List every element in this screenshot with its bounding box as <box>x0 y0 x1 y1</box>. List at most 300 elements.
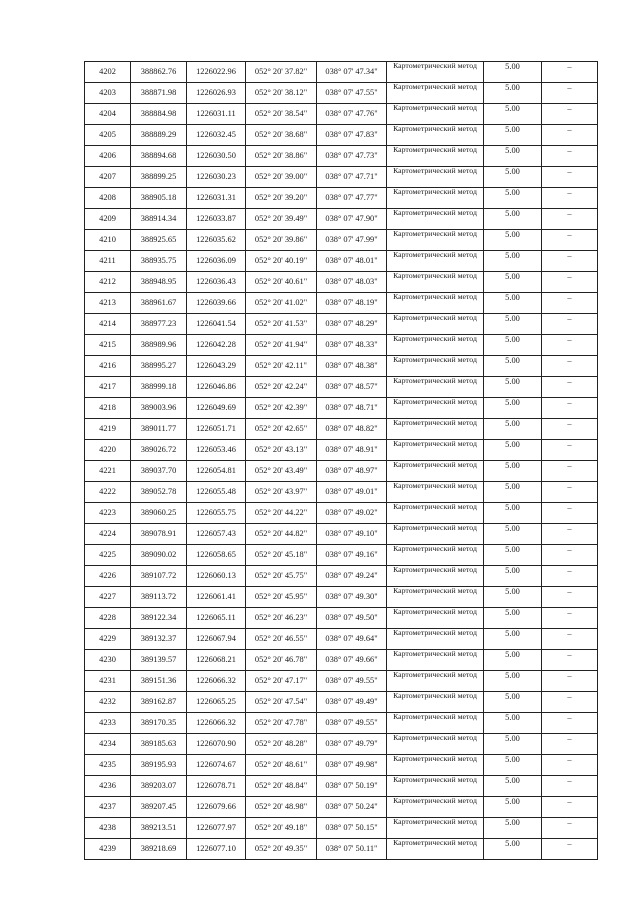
coord-y: 1226030.23 <box>187 167 246 188</box>
coord-y: 1226031.31 <box>187 188 246 209</box>
latitude: 052° 20' 49.18" <box>246 818 317 839</box>
longitude: 038° 07' 48.01" <box>317 251 387 272</box>
method: Картометрический метод <box>387 356 484 377</box>
latitude: 052° 20' 43.97" <box>246 482 317 503</box>
point-number: 4215 <box>85 335 131 356</box>
coord-x: 388995.27 <box>131 356 187 377</box>
table-row <box>85 230 598 251</box>
dash-cell: – <box>542 818 598 839</box>
point-number: 4211 <box>85 251 131 272</box>
accuracy: 5.00 <box>484 209 542 230</box>
dash-cell: – <box>542 797 598 818</box>
point-number: 4224 <box>85 524 131 545</box>
coord-x: 388914.34 <box>131 209 187 230</box>
method: Картометрический метод <box>387 83 484 104</box>
accuracy: 5.00 <box>484 692 542 713</box>
coord-y: 1226067.94 <box>187 629 246 650</box>
coord-x: 388884.98 <box>131 104 187 125</box>
method: Картометрический метод <box>387 251 484 272</box>
dash-cell: – <box>542 545 598 566</box>
point-number: 4203 <box>85 83 131 104</box>
coord-y: 1226031.11 <box>187 104 246 125</box>
point-number: 4216 <box>85 356 131 377</box>
coord-x: 389107.72 <box>131 566 187 587</box>
table-row <box>85 587 598 608</box>
dash-cell: – <box>542 272 598 293</box>
latitude: 052° 20' 38.86" <box>246 146 317 167</box>
dash-cell: – <box>542 650 598 671</box>
longitude: 038° 07' 49.79" <box>317 734 387 755</box>
latitude: 052° 20' 47.54" <box>246 692 317 713</box>
point-number: 4225 <box>85 545 131 566</box>
latitude: 052° 20' 45.95" <box>246 587 317 608</box>
method: Картометрический метод <box>387 104 484 125</box>
table-row <box>85 335 598 356</box>
longitude: 038° 07' 49.02" <box>317 503 387 524</box>
dash-cell: – <box>542 839 598 860</box>
dash-cell: – <box>542 104 598 125</box>
coord-y: 1226055.48 <box>187 482 246 503</box>
latitude: 052° 20' 39.20" <box>246 188 317 209</box>
point-number: 4239 <box>85 839 131 860</box>
point-number: 4223 <box>85 503 131 524</box>
coord-y: 1226058.65 <box>187 545 246 566</box>
point-number: 4233 <box>85 713 131 734</box>
table-row <box>85 209 598 230</box>
longitude: 038° 07' 48.97" <box>317 461 387 482</box>
coord-y: 1226066.32 <box>187 671 246 692</box>
dash-cell: – <box>542 62 598 83</box>
table-row <box>85 818 598 839</box>
table-row <box>85 314 598 335</box>
table-row <box>85 356 598 377</box>
table-row <box>85 83 598 104</box>
table-row <box>85 713 598 734</box>
method: Картометрический метод <box>387 230 484 251</box>
dash-cell: – <box>542 188 598 209</box>
dash-cell: – <box>542 776 598 797</box>
longitude: 038° 07' 50.11" <box>317 839 387 860</box>
latitude: 052° 20' 43.13" <box>246 440 317 461</box>
table-row <box>85 167 598 188</box>
table-row <box>85 482 598 503</box>
latitude: 052° 20' 48.84" <box>246 776 317 797</box>
coord-y: 1226066.32 <box>187 713 246 734</box>
table-row <box>85 608 598 629</box>
table-row <box>85 419 598 440</box>
method: Картометрический метод <box>387 293 484 314</box>
accuracy: 5.00 <box>484 734 542 755</box>
coord-y: 1226039.66 <box>187 293 246 314</box>
point-number: 4231 <box>85 671 131 692</box>
point-number: 4222 <box>85 482 131 503</box>
accuracy: 5.00 <box>484 482 542 503</box>
accuracy: 5.00 <box>484 818 542 839</box>
table-row <box>85 440 598 461</box>
method: Картометрический метод <box>387 755 484 776</box>
longitude: 038° 07' 49.66" <box>317 650 387 671</box>
table-row <box>85 461 598 482</box>
latitude: 052° 20' 47.78" <box>246 713 317 734</box>
method: Картометрический метод <box>387 566 484 587</box>
table-row <box>85 797 598 818</box>
table-row <box>85 188 598 209</box>
coord-y: 1226030.50 <box>187 146 246 167</box>
coord-x: 388961.67 <box>131 293 187 314</box>
coord-y: 1226054.81 <box>187 461 246 482</box>
latitude: 052° 20' 44.82" <box>246 524 317 545</box>
longitude: 038° 07' 48.82" <box>317 419 387 440</box>
latitude: 052° 20' 39.00" <box>246 167 317 188</box>
coord-x: 389218.69 <box>131 839 187 860</box>
coord-x: 389139.57 <box>131 650 187 671</box>
latitude: 052° 20' 38.12" <box>246 83 317 104</box>
method: Картометрический метод <box>387 335 484 356</box>
method: Картометрический метод <box>387 503 484 524</box>
coord-y: 1226049.69 <box>187 398 246 419</box>
accuracy: 5.00 <box>484 839 542 860</box>
coord-x: 388925.65 <box>131 230 187 251</box>
dash-cell: – <box>542 734 598 755</box>
accuracy: 5.00 <box>484 272 542 293</box>
table-row <box>85 839 598 860</box>
accuracy: 5.00 <box>484 377 542 398</box>
coord-x: 389132.37 <box>131 629 187 650</box>
coord-x: 389151.36 <box>131 671 187 692</box>
method: Картометрический метод <box>387 167 484 188</box>
latitude: 052° 20' 39.86" <box>246 230 317 251</box>
table-row <box>85 629 598 650</box>
table-row <box>85 251 598 272</box>
coord-x: 389207.45 <box>131 797 187 818</box>
latitude: 052° 20' 45.75" <box>246 566 317 587</box>
accuracy: 5.00 <box>484 713 542 734</box>
coord-x: 389213.51 <box>131 818 187 839</box>
method: Картометрический метод <box>387 650 484 671</box>
point-number: 4238 <box>85 818 131 839</box>
latitude: 052° 20' 38.68" <box>246 125 317 146</box>
coord-y: 1226036.43 <box>187 272 246 293</box>
table-row <box>85 524 598 545</box>
latitude: 052° 20' 48.28" <box>246 734 317 755</box>
dash-cell: – <box>542 146 598 167</box>
table-row <box>85 734 598 755</box>
dash-cell: – <box>542 692 598 713</box>
dash-cell: – <box>542 629 598 650</box>
coord-y: 1226060.13 <box>187 566 246 587</box>
longitude: 038° 07' 47.73" <box>317 146 387 167</box>
accuracy: 5.00 <box>484 398 542 419</box>
accuracy: 5.00 <box>484 251 542 272</box>
coord-x: 388935.75 <box>131 251 187 272</box>
coord-y: 1226079.66 <box>187 797 246 818</box>
method: Картометрический метод <box>387 440 484 461</box>
coord-y: 1226077.10 <box>187 839 246 860</box>
point-number: 4202 <box>85 62 131 83</box>
latitude: 052° 20' 44.22" <box>246 503 317 524</box>
accuracy: 5.00 <box>484 461 542 482</box>
latitude: 052° 20' 48.61" <box>246 755 317 776</box>
coord-x: 389003.96 <box>131 398 187 419</box>
latitude: 052° 20' 41.53" <box>246 314 317 335</box>
point-number: 4236 <box>85 776 131 797</box>
coord-x: 389078.91 <box>131 524 187 545</box>
dash-cell: – <box>542 83 598 104</box>
point-number: 4208 <box>85 188 131 209</box>
longitude: 038° 07' 49.01" <box>317 482 387 503</box>
latitude: 052° 20' 45.18" <box>246 545 317 566</box>
point-number: 4205 <box>85 125 131 146</box>
coord-x: 388862.76 <box>131 62 187 83</box>
latitude: 052° 20' 46.78" <box>246 650 317 671</box>
latitude: 052° 20' 42.39" <box>246 398 317 419</box>
longitude: 038° 07' 47.77" <box>317 188 387 209</box>
longitude: 038° 07' 49.98" <box>317 755 387 776</box>
longitude: 038° 07' 49.24" <box>317 566 387 587</box>
accuracy: 5.00 <box>484 104 542 125</box>
accuracy: 5.00 <box>484 167 542 188</box>
method: Картометрический метод <box>387 692 484 713</box>
latitude: 052° 20' 38.54" <box>246 104 317 125</box>
accuracy: 5.00 <box>484 146 542 167</box>
dash-cell: – <box>542 335 598 356</box>
table-row <box>85 671 598 692</box>
latitude: 052° 20' 41.94" <box>246 335 317 356</box>
latitude: 052° 20' 49.35" <box>246 839 317 860</box>
coord-y: 1226078.71 <box>187 776 246 797</box>
accuracy: 5.00 <box>484 755 542 776</box>
coord-y: 1226051.71 <box>187 419 246 440</box>
point-number: 4209 <box>85 209 131 230</box>
coord-x: 389011.77 <box>131 419 187 440</box>
point-number: 4226 <box>85 566 131 587</box>
method: Картометрический метод <box>387 608 484 629</box>
latitude: 052° 20' 41.02" <box>246 293 317 314</box>
method: Картометрический метод <box>387 797 484 818</box>
table-row <box>85 776 598 797</box>
accuracy: 5.00 <box>484 356 542 377</box>
accuracy: 5.00 <box>484 524 542 545</box>
point-number: 4213 <box>85 293 131 314</box>
longitude: 038° 07' 47.55" <box>317 83 387 104</box>
latitude: 052° 20' 46.23" <box>246 608 317 629</box>
longitude: 038° 07' 48.91" <box>317 440 387 461</box>
latitude: 052° 20' 42.24" <box>246 377 317 398</box>
longitude: 038° 07' 47.83" <box>317 125 387 146</box>
point-number: 4227 <box>85 587 131 608</box>
method: Картометрический метод <box>387 209 484 230</box>
longitude: 038° 07' 47.71" <box>317 167 387 188</box>
coordinates-sheet <box>84 61 597 860</box>
accuracy: 5.00 <box>484 650 542 671</box>
coord-y: 1226033.87 <box>187 209 246 230</box>
method: Картометрический метод <box>387 818 484 839</box>
method: Картометрический метод <box>387 587 484 608</box>
latitude: 052° 20' 48.98" <box>246 797 317 818</box>
dash-cell: – <box>542 251 598 272</box>
coord-y: 1226022.96 <box>187 62 246 83</box>
coord-y: 1226043.29 <box>187 356 246 377</box>
table-row <box>85 692 598 713</box>
dash-cell: – <box>542 671 598 692</box>
point-number: 4204 <box>85 104 131 125</box>
coord-y: 1226041.54 <box>187 314 246 335</box>
accuracy: 5.00 <box>484 293 542 314</box>
accuracy: 5.00 <box>484 419 542 440</box>
coord-x: 389090.02 <box>131 545 187 566</box>
coord-x: 389037.70 <box>131 461 187 482</box>
method: Картометрический метод <box>387 146 484 167</box>
coord-y: 1226065.25 <box>187 692 246 713</box>
longitude: 038° 07' 49.50" <box>317 608 387 629</box>
dash-cell: – <box>542 608 598 629</box>
coord-y: 1226035.62 <box>187 230 246 251</box>
accuracy: 5.00 <box>484 335 542 356</box>
method: Картометрический метод <box>387 629 484 650</box>
method: Картометрический метод <box>387 419 484 440</box>
dash-cell: – <box>542 461 598 482</box>
dash-cell: – <box>542 125 598 146</box>
coord-x: 388989.96 <box>131 335 187 356</box>
table-row <box>85 62 598 83</box>
coord-x: 388889.29 <box>131 125 187 146</box>
coord-x: 389170.35 <box>131 713 187 734</box>
coord-x: 389185.63 <box>131 734 187 755</box>
point-number: 4230 <box>85 650 131 671</box>
latitude: 052° 20' 46.55" <box>246 629 317 650</box>
point-number: 4232 <box>85 692 131 713</box>
accuracy: 5.00 <box>484 125 542 146</box>
dash-cell: – <box>542 482 598 503</box>
coord-y: 1226036.09 <box>187 251 246 272</box>
latitude: 052° 20' 39.49" <box>246 209 317 230</box>
dash-cell: – <box>542 293 598 314</box>
accuracy: 5.00 <box>484 503 542 524</box>
point-number: 4220 <box>85 440 131 461</box>
method: Картометрический метод <box>387 377 484 398</box>
coord-y: 1226026.93 <box>187 83 246 104</box>
coord-y: 1226053.46 <box>187 440 246 461</box>
point-number: 4217 <box>85 377 131 398</box>
dash-cell: – <box>542 503 598 524</box>
point-number: 4221 <box>85 461 131 482</box>
method: Картометрический метод <box>387 671 484 692</box>
dash-cell: – <box>542 167 598 188</box>
longitude: 038° 07' 47.76" <box>317 104 387 125</box>
coord-x: 388999.18 <box>131 377 187 398</box>
dash-cell: – <box>542 377 598 398</box>
longitude: 038° 07' 47.99" <box>317 230 387 251</box>
longitude: 038° 07' 48.29" <box>317 314 387 335</box>
longitude: 038° 07' 49.49" <box>317 692 387 713</box>
longitude: 038° 07' 48.57" <box>317 377 387 398</box>
accuracy: 5.00 <box>484 62 542 83</box>
coord-x: 389060.25 <box>131 503 187 524</box>
method: Картометрический метод <box>387 314 484 335</box>
point-number: 4235 <box>85 755 131 776</box>
latitude: 052° 20' 40.19" <box>246 251 317 272</box>
coord-y: 1226057.43 <box>187 524 246 545</box>
coordinates-table <box>84 61 598 860</box>
coord-x: 389052.78 <box>131 482 187 503</box>
coord-y: 1226042.28 <box>187 335 246 356</box>
dash-cell: – <box>542 314 598 335</box>
method: Картометрический метод <box>387 188 484 209</box>
dash-cell: – <box>542 398 598 419</box>
coord-x: 388899.25 <box>131 167 187 188</box>
method: Картометрический метод <box>387 125 484 146</box>
longitude: 038° 07' 48.03" <box>317 272 387 293</box>
table-row <box>85 650 598 671</box>
accuracy: 5.00 <box>484 545 542 566</box>
method: Картометрический метод <box>387 524 484 545</box>
longitude: 038° 07' 47.34" <box>317 62 387 83</box>
longitude: 038° 07' 49.30" <box>317 587 387 608</box>
accuracy: 5.00 <box>484 776 542 797</box>
accuracy: 5.00 <box>484 629 542 650</box>
longitude: 038° 07' 50.19" <box>317 776 387 797</box>
coord-y: 1226055.75 <box>187 503 246 524</box>
coord-y: 1226077.97 <box>187 818 246 839</box>
coord-x: 389113.72 <box>131 587 187 608</box>
accuracy: 5.00 <box>484 671 542 692</box>
point-number: 4219 <box>85 419 131 440</box>
coord-y: 1226032.45 <box>187 125 246 146</box>
point-number: 4237 <box>85 797 131 818</box>
table-row <box>85 398 598 419</box>
longitude: 038° 07' 49.64" <box>317 629 387 650</box>
point-number: 4210 <box>85 230 131 251</box>
longitude: 038° 07' 50.15" <box>317 818 387 839</box>
longitude: 038° 07' 49.55" <box>317 671 387 692</box>
coord-x: 389026.72 <box>131 440 187 461</box>
dash-cell: – <box>542 356 598 377</box>
method: Картометрический метод <box>387 461 484 482</box>
table-body <box>85 62 598 860</box>
dash-cell: – <box>542 419 598 440</box>
longitude: 038° 07' 49.55" <box>317 713 387 734</box>
accuracy: 5.00 <box>484 314 542 335</box>
dash-cell: – <box>542 566 598 587</box>
table-row <box>85 146 598 167</box>
table-row <box>85 293 598 314</box>
coord-y: 1226046.86 <box>187 377 246 398</box>
longitude: 038° 07' 50.24" <box>317 797 387 818</box>
coord-y: 1226065.11 <box>187 608 246 629</box>
longitude: 038° 07' 49.16" <box>317 545 387 566</box>
table-row <box>85 125 598 146</box>
table-row <box>85 503 598 524</box>
table-row <box>85 545 598 566</box>
method: Картометрический метод <box>387 545 484 566</box>
latitude: 052° 20' 37.82" <box>246 62 317 83</box>
point-number: 4207 <box>85 167 131 188</box>
longitude: 038° 07' 49.10" <box>317 524 387 545</box>
point-number: 4206 <box>85 146 131 167</box>
latitude: 052° 20' 47.17" <box>246 671 317 692</box>
table-row <box>85 377 598 398</box>
latitude: 052° 20' 40.61" <box>246 272 317 293</box>
point-number: 4234 <box>85 734 131 755</box>
coord-x: 389203.07 <box>131 776 187 797</box>
coord-x: 388948.95 <box>131 272 187 293</box>
method: Картометрический метод <box>387 734 484 755</box>
coord-y: 1226068.21 <box>187 650 246 671</box>
accuracy: 5.00 <box>484 188 542 209</box>
point-number: 4212 <box>85 272 131 293</box>
method: Картометрический метод <box>387 482 484 503</box>
method: Картометрический метод <box>387 62 484 83</box>
